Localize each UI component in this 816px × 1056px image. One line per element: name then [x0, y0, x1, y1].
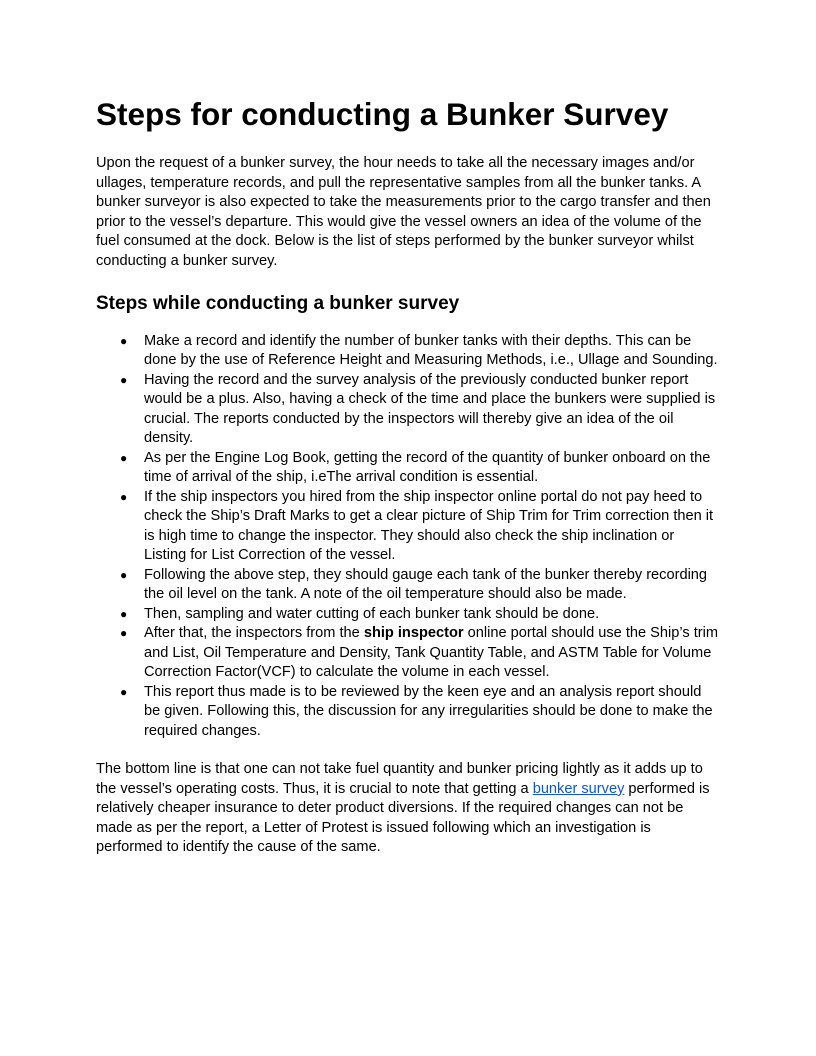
intro-paragraph: Upon the request of a bunker survey, the hour needs to take all the necessary images and/or ullages, temperature records, and pull the representative samples from all the bunker tanks. A bunker surveyor is also expected to take the measurements prior to the cargo transfer and then prior to the vessel’s departure. This would give the vessel owners an idea of the volume of the fuel consumed at the dock. Below is the list of steps performed by the bunker surveyor whilst conducting a bunker survey.: [96, 155, 711, 269]
list-item: [96, 566, 720, 605]
bunker-survey-link[interactable]: bunker survey: [532, 780, 625, 797]
list-item-text: Following the above step, they should gauge each tank of the bunker thereby recording the oil level on the tank. A note of the oil temperature should also be made.: [144, 566, 708, 603]
list-item-text: This report thus made is to be reviewed by the keen eye and an analysis report should be given. Following this, the discussion for any irregularities should be done to make the required changes.: [144, 683, 713, 739]
closing-text-after: performed is relatively cheaper insurance to deter product diversions. If the required changes can not be made as per the report, a Letter of Protest is issued following which an investigation is performed to identify the cause of the same.: [96, 780, 710, 856]
bullet-icon: ●: [120, 567, 128, 582]
page-title: Steps for conducting a Bunker Survey: [96, 96, 669, 132]
closing-text-before: The bottom line is that one can not take fuel quantity and bunker pricing lightly as it adds up to the vessel’s operating costs. Thus, it is crucial to note that getting a: [96, 761, 703, 797]
list-item-text-before: After that, the inspectors from the: [144, 625, 364, 642]
bullet-icon: ●: [120, 626, 128, 641]
bullet-icon: ●: [120, 606, 128, 621]
list-item-text-after: online portal should use the Ship’s trim and List, Oil Temperature and Density, Tank Quantity Table, and ASTM Table for Volume Correction Factor(VCF) to calculate the volume in each vessel.: [144, 625, 719, 681]
bullet-icon: ●: [120, 333, 128, 348]
list-item-text: Make a record and identify the number of bunker tanks with their depths. This can be done by the use of Reference Height and Measuring Methods, i.e., Ullage and Sounding.: [144, 332, 718, 369]
bullet-icon: ●: [120, 684, 128, 699]
list-item-text: As per the Engine Log Book, getting the record of the quantity of bunker onboard on the time of arrival of the ship, i.eThe arrival condition is essential.: [144, 449, 711, 486]
bullet-icon: ●: [120, 489, 128, 504]
list-item: [96, 371, 720, 449]
list-item: [96, 624, 720, 683]
steps-list: [96, 332, 720, 742]
list-item: [96, 488, 720, 566]
list-item: [96, 683, 720, 742]
bullet-icon: ●: [120, 450, 128, 465]
closing-paragraph: [96, 760, 720, 858]
section-heading: Steps while conducting a bunker survey: [96, 292, 460, 314]
list-item: [96, 605, 720, 625]
list-item-text: If the ship inspectors you hired from the ship inspector online portal do not pay heed to check the Ship’s Draft Marks to get a clear picture of Ship Trim for Trim correction then it is high time to change the inspector. They should also check the ship inclination or Listing for List Correction of the vessel.: [144, 488, 714, 564]
list-item: [96, 332, 720, 371]
list-item-text: Having the record and the survey analysis of the previously conducted bunker report would be a plus. Also, having a check of the time and place the bunkers were supplied is crucial. The reports conducted by the inspectors will thereby give an idea of the oil density.: [144, 371, 716, 447]
list-item-text: Then, sampling and water cutting of each bunker tank should be done.: [144, 605, 600, 622]
bullet-icon: ●: [120, 372, 128, 387]
ship-inspector-bold: ship inspector: [363, 625, 464, 642]
list-item: [96, 449, 720, 488]
